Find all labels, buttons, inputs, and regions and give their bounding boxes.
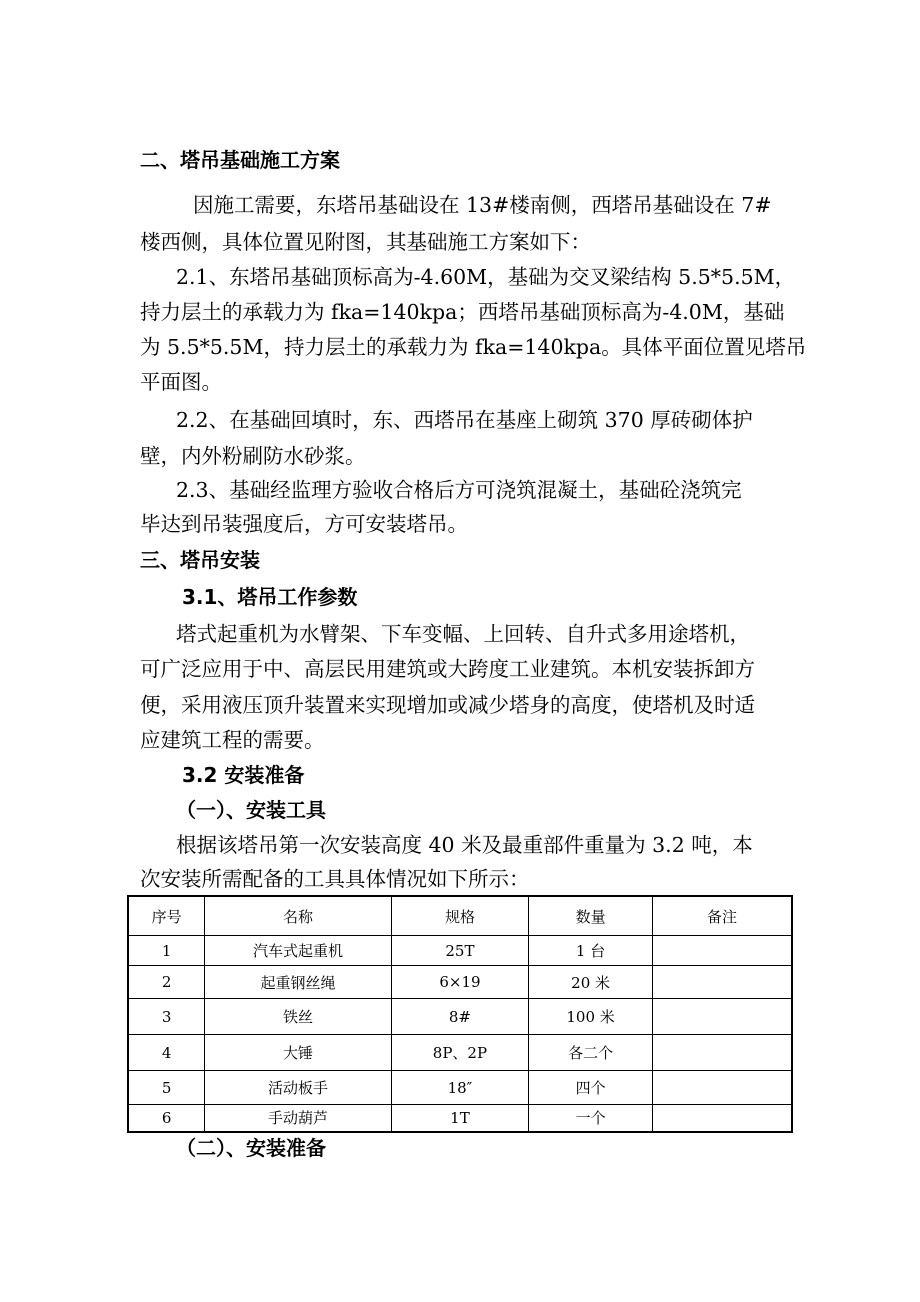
table-cell: 汽车式起重机 [205,936,391,966]
table-cell: 1 [128,936,205,966]
paragraph-line: 因施工需要，东塔吊基础设在 13#楼南侧，西塔吊基础设在 7# [193,193,772,217]
paragraph-line: 应建筑工程的需要。 [140,728,325,752]
paragraph-line: 便，采用液压顶升装置来实现增加或减少塔身的高度，使塔机及时适 [140,693,755,717]
table-cell: 3 [128,999,205,1035]
table-cell: 2 [128,966,205,999]
section3-heading: 三、塔吊安装 [140,548,260,572]
prep-heading: （二）、安装准备 [176,1136,326,1160]
paragraph-line: 平面图。 [140,370,222,394]
table-cell: 一个 [529,1105,653,1132]
table-cell: 各二个 [529,1035,653,1071]
subsection-3-1-heading: 3.1、塔吊工作参数 [182,585,358,609]
table-cell: 1T [391,1105,529,1132]
table-cell: 25T [391,936,529,966]
table-row [128,1105,792,1132]
paragraph-line: 2.3、基础经监理方验收合格后方可浇筑混凝土，基础砼浇筑完 [176,478,742,502]
table-cell: 1 台 [529,936,653,966]
paragraph-line: 持力层土的承载力为 fka=140kpa；西塔吊基础顶标高为-4.0M，基础 [140,300,785,324]
header-cell: 名称 [205,896,391,936]
paragraph-line: 塔式起重机为水臂架、下车变幅、上回转、自升式多用途塔机， [176,622,750,646]
paragraph-line: 楼西侧，具体位置见附图，其基础施工方案如下： [140,230,591,254]
table-cell: 4 [128,1035,205,1071]
table-cell [652,966,792,999]
header-cell: 备注 [652,896,792,936]
paragraph-line: 2.2、在基础回填时，东、西塔吊在基座上砌筑 370 厚砖砌体护 [176,408,753,432]
table-row [128,1071,792,1105]
paragraph-line: 壁，内外粉刷防水砂浆。 [140,444,366,468]
header-cell: 数量 [529,896,653,936]
tools-table [127,895,793,1133]
paragraph-line: 可广泛应用于中、高层民用建筑或大跨度工业建筑。本机安装拆卸方 [140,657,755,681]
paragraph-line: 为 5.5*5.5M，持力层土的承载力为 fka=140kpa。具体平面位置见塔吊 [140,335,807,359]
table-cell: 6×19 [391,966,529,999]
table-cell: 100 米 [529,999,653,1035]
table-cell: 18″ [391,1071,529,1105]
table-cell [652,1071,792,1105]
table-row [128,999,792,1035]
subsection-3-2-heading: 3.2 安装准备 [182,763,305,787]
table-cell: 手动葫芦 [205,1105,391,1132]
table-header-row [128,896,792,936]
table-row [128,1035,792,1071]
paragraph-line: 根据该塔吊第一次安装高度 40 米及最重部件重量为 3.2 吨，本 [176,833,753,857]
table-cell [652,999,792,1035]
header-cell: 规格 [391,896,529,936]
header-cell: 序号 [128,896,205,936]
table-cell: 8# [391,999,529,1035]
paragraph-line: 2.1、东塔吊基础顶标高为-4.60M，基础为交叉梁结构 5.5*5.5M， [176,265,796,289]
paragraph-line: 毕达到吊装强度后，方可安装塔吊。 [140,512,468,536]
table-cell: 20 米 [529,966,653,999]
table-cell: 铁丝 [205,999,391,1035]
table-cell [652,1105,792,1132]
table-cell [652,936,792,966]
table-cell: 活动板手 [205,1071,391,1105]
table-cell: 5 [128,1071,205,1105]
table-cell: 四个 [529,1071,653,1105]
table-cell: 8P、2P [391,1035,529,1071]
tools-heading: （一）、安装工具 [176,798,326,822]
section2-heading: 二、塔吊基础施工方案 [140,148,340,172]
table-cell: 起重钢丝绳 [205,966,391,999]
table-row [128,966,792,999]
table-cell: 大锤 [205,1035,391,1071]
paragraph-line: 次安装所需配备的工具具体情况如下所示： [140,867,530,891]
table-cell: 6 [128,1105,205,1132]
table-cell [652,1035,792,1071]
table-row [128,936,792,966]
